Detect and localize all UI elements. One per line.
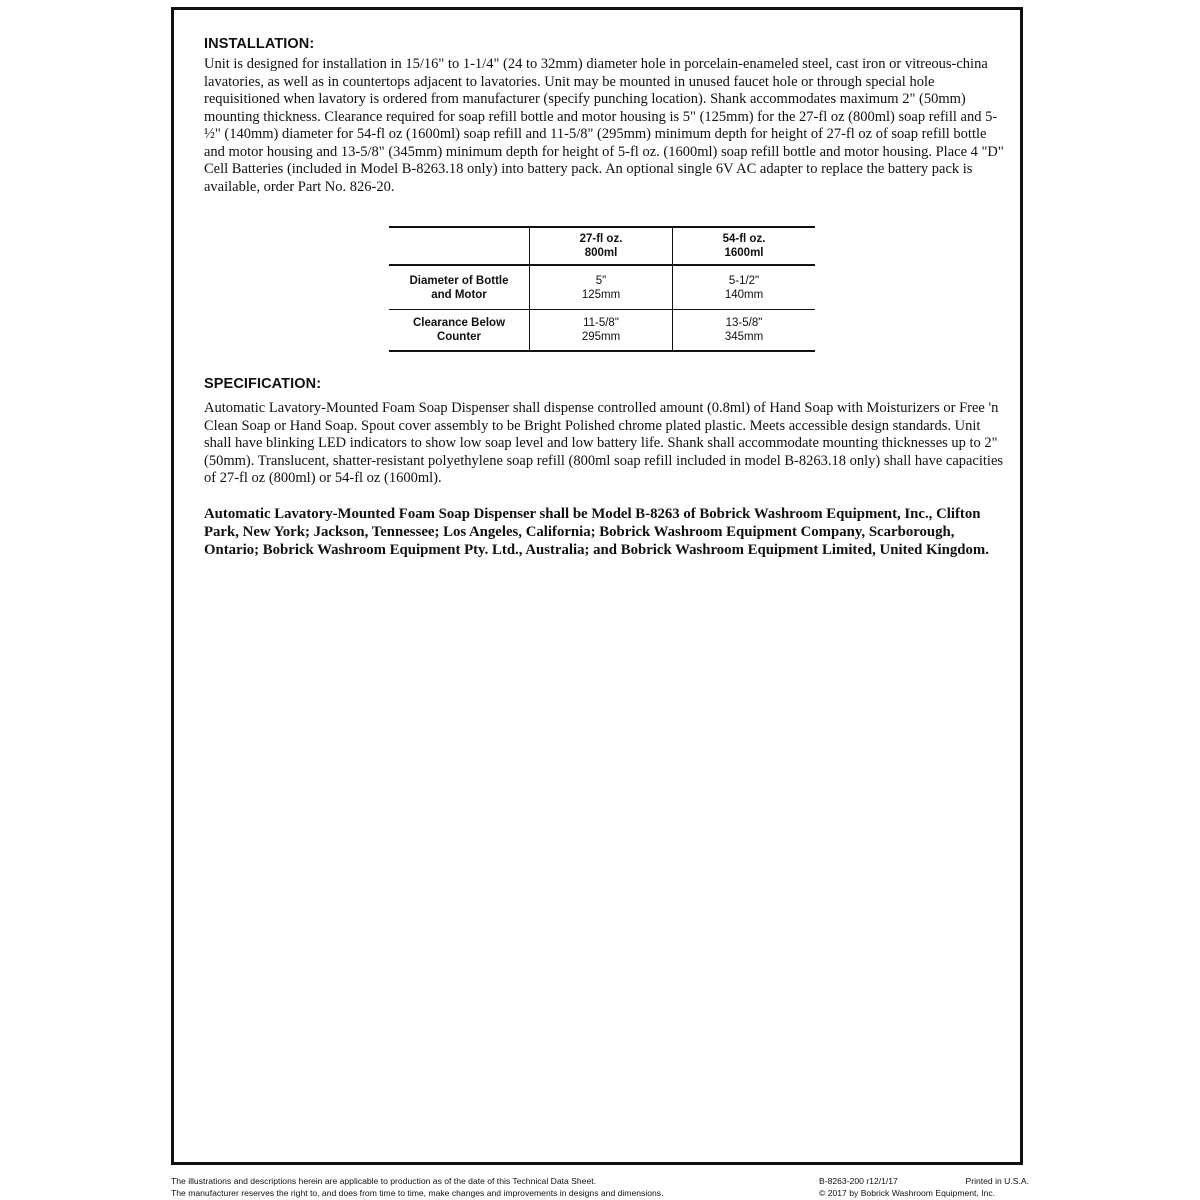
header-27oz-metric: 800ml: [584, 247, 618, 259]
specification-model-statement: Automatic Lavatory-Mounted Foam Soap Dispenser shall be Model B-8263 of Bobrick Washroom Equipment, Inc., Clifton Park, New York; Jackson, Tennessee; Los Angeles, California; Bobrick Washroom Equipment Company, Scarborough, Ontario; Bobrick Washroom Equipment Pty. Ltd., Australia; and Bobrick Washroom Equipment Limited, United Kingdom.: [204, 505, 989, 558]
cell-clearance-27oz: [530, 310, 673, 352]
installation-heading: INSTALLATION:: [204, 36, 315, 52]
specification-text: Automatic Lavatory-Mounted Foam Soap Dispenser shall dispense controlled amount (0.8ml) of Hand Soap with Moisturizers or Free 'n Clean Soap or Hand Soap. Spout cover assembly to be Bright Polished chrome plated plastic. Meets accessible design standards. Unit shall have blinking LED indicators to show low soap level and low battery life. Shank shall accommodate mounting thicknesses up to 2" (50mm). Translucent, shatter-resistant polyethylene soap refill (800ml soap refill included in model B-8263.18 only) shall have capacities of 27-fl oz (800ml) or 54-fl oz (1600ml).: [204, 400, 1004, 486]
specification-heading: SPECIFICATION:: [204, 376, 322, 392]
footer-disclaimer-line-2: The manufacturer reserves the right to, and does from time to time, make changes and improvements in designs and dimensions.: [171, 1188, 664, 1198]
cell-clearance-54oz: [673, 310, 816, 352]
cell-imperial: 13-5/8": [725, 317, 763, 329]
cell-metric: 345mm: [724, 331, 764, 343]
table-header-54oz: [673, 227, 816, 265]
table-header-row: [389, 227, 815, 265]
cell-metric: 295mm: [581, 331, 621, 343]
table-header-blank: [389, 227, 530, 265]
table-row: [389, 265, 815, 310]
dimensions-table: [389, 226, 815, 352]
installation-text: Unit is designed for installation in 15/16" to 1-1/4" (24 to 32mm) diameter hole in porcelain-enameled steel, cast iron or vitreous-china lavatories, as well as in countertops adjacent to lavatories. Unit may be mounted in unused faucet hole or through special hole requisitioned when lavatory is ordered from manufacturer (specify punching location). Shank accommodates maximum 2" (50mm) mounting thickness. Clearance required for soap refill bottle and motor housing is 5" (125mm) for the 27-fl oz (800ml) soap refill and 5-½" (140mm) diameter for 54-fl oz (1600ml) soap refill and 11-5/8" (295mm) minimum depth for height of 27-fl oz of soap refill bottle and motor housing and 13-5/8" (345mm) minimum depth for height of 5-fl oz. (1600ml) soap refill bottle and motor housing. Place 4 "D" Cell Batteries (included in Model B-8263.18 only) into battery pack. An optional single 6V AC adapter to replace the battery pack is available, order Part No. 826-20.: [204, 56, 1004, 195]
row-label-diameter: [389, 265, 530, 310]
cell-imperial: 5": [595, 274, 607, 287]
cell-metric: 140mm: [724, 288, 764, 301]
page-frame: [171, 7, 1023, 1165]
footer-doc-row: [819, 1175, 1029, 1187]
header-54oz-volume: 54-fl oz.: [722, 233, 766, 245]
content-area: [204, 36, 1004, 559]
table-row: [389, 310, 815, 352]
footer-document-info: [819, 1175, 1029, 1199]
document-number: B-8263-200 r12/1/17: [819, 1176, 898, 1186]
cell-imperial: 11-5/8": [583, 317, 619, 329]
header-27oz-volume: 27-fl oz.: [579, 233, 623, 245]
table-header-27oz: [530, 227, 673, 265]
copyright-notice: © 2017 by Bobrick Washroom Equipment, Inc.: [819, 1188, 996, 1198]
footer-disclaimer-line-1: The illustrations and descriptions herein are applicable to production as of the date of this Technical Data Sheet.: [171, 1176, 597, 1186]
footer-disclaimer: [171, 1175, 791, 1199]
row-label-clearance: [389, 310, 530, 352]
row-label-line: Counter: [436, 331, 482, 343]
cell-diameter-27oz: [530, 265, 673, 310]
row-label-line: and Motor: [431, 288, 487, 301]
cell-metric: 125mm: [581, 288, 621, 301]
cell-imperial: 5-1/2": [728, 274, 760, 287]
row-label-line: Clearance Below: [412, 317, 506, 329]
header-54oz-metric: 1600ml: [724, 247, 764, 259]
printed-in: Printed in U.S.A.: [965, 1176, 1029, 1186]
cell-diameter-54oz: [673, 265, 816, 310]
row-label-line: Diameter of Bottle: [409, 274, 509, 287]
